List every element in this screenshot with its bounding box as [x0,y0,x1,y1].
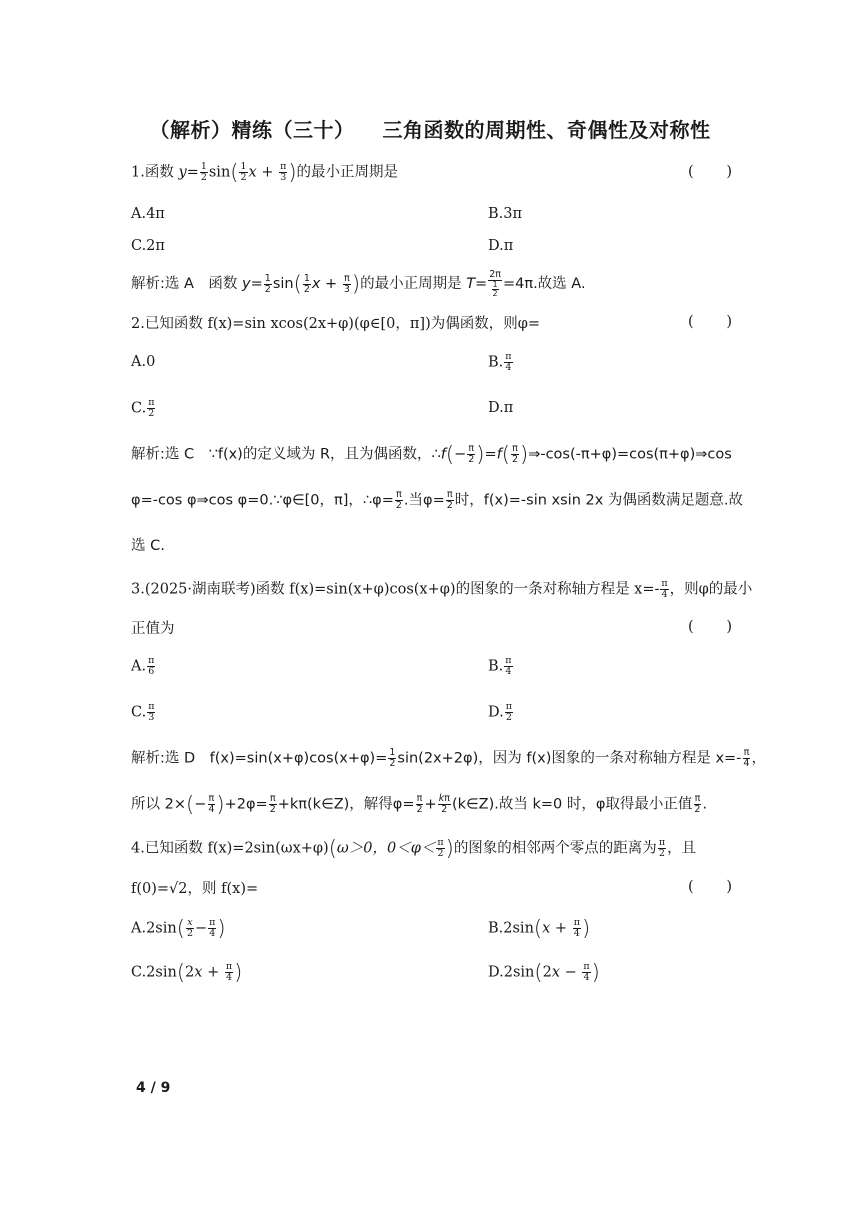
page-number: 4 / 9 [136,1080,171,1096]
q3-solution-line-2: 所以 2×(− $\frac{\pi}{4}$ )+2φ= $\frac{\pi}{2}$ +kπ(k∈Z)，解得φ= $\frac{\pi}{2}$ + $\frac{k\pi}{2}$ (k∈Z).故当 k=0 时，φ取得最小正值 $\frac{\pi}{2}$ . [131,792,708,817]
q1-solution: 解析:选 A 函数 y= $\frac{1}{2}$ sin( $\frac{1}{2}$ x + $\frac{\pi}{3}$ )的最小正周期是 T= $\frac{2\pi}{\frac{1}{2}}$ =4π.故选 A. [131,269,586,298]
q3-option-d: D. $\frac{\pi}{2}$ [488,701,512,723]
question-3-line-2: 正值为 [131,621,175,637]
q3-option-c: C. $\frac{\pi}{3}$ [131,701,155,723]
q1-tail: 的最小正周期是 [296,164,399,181]
q1-option-b: B.3π [488,206,523,222]
page-title [0,114,860,143]
q3-solution-line-1: 解析:选 D f(x)=sin(x+φ)cos(x+φ)= $\frac{1}{2}$ sin(2x+2φ)，因为 f(x)图象的一条对称轴方程是 x=- $\frac{\pi}{4}$ ， [131,747,766,769]
q2-option-d: D.π [488,400,514,416]
q1-option-d: D.π [488,238,514,254]
q3-option-b: B. $\frac{\pi}{4}$ [488,655,512,677]
q2-option-a: A.0 [131,354,156,370]
q1-answer-paren: ( ) [688,164,732,180]
q4-option-c: C.2sin(2x + $\frac{\pi}{4}$ ) [131,960,243,985]
q4-option-a: A.2sin( $\frac{x}{2}$ − $\frac{\pi}{4}$ ) [131,916,226,941]
q2-option-c: C. $\frac{\pi}{2}$ [131,397,155,419]
title-right: 三角函数的周期性、奇偶性及对称性 [382,118,711,142]
q4-answer-paren: ( ) [688,879,732,895]
q2-answer-paren: ( ) [688,314,732,330]
q3-option-a: A. $\frac{\pi}{6}$ [131,655,155,677]
q4-option-b: B.2sin(x + $\frac{\pi}{4}$ ) [488,916,591,941]
question-4-line-2: f(0)=√2，则 f(x)= [131,881,259,897]
question-1: 1.函数 y= $\frac{1}{2}$ sin( $\frac{1}{2}$ x + $\frac{\pi}{3}$ )的最小正周期是 [131,160,399,185]
q3-answer-paren: ( ) [688,619,732,635]
question-2: 2.已知函数 f(x)=sin xcos(2x+φ)(φ∈[0，π])为偶函数，则φ= [131,316,541,332]
q2-option-b: B. $\frac{\pi}{4}$ [488,351,512,373]
q1-number: 1.函数 [131,164,179,181]
q2-solution-line-2: φ=-cos φ⇒cos φ=0.∵φ∈[0，π]，∴φ= $\frac{\pi}{2}$ .当φ= $\frac{\pi}{2}$ 时，f(x)=-sin xsin 2x 为偶函数满足题意.故 [131,489,744,511]
q1-option-a: A.4π [131,206,165,222]
question-3-line-1: 3.(2025·湖南联考)函数 f(x)=sin(x+φ)cos(x+φ)的图象的一条对称轴方程是 x=- $\frac{\pi}{4}$ ，则φ的最小 [131,578,753,600]
question-4-line-1: 4.已知函数 f(x)=2sin(ωx+φ)(ω＞0，0＜φ＜ $\frac{\pi}{2}$ )的图象的相邻两个零点的距离为 $\frac{\pi}{2}$ ，且 [131,836,697,861]
q4-option-d: D.2sin(2x − $\frac{\pi}{4}$ ) [488,960,600,985]
q2-solution-line-1: 解析:选 C ∵f(x)的定义域为 R，且为偶函数，∴f(− $\frac{\pi}{2}$ )=f( $\frac{\pi}{2}$ )⇒-cos(-π+φ)=cos(π+φ)⇒cos [131,442,732,467]
q2-solution-line-3: 选 C. [131,538,165,554]
q1-option-c: C.2π [131,238,165,254]
title-left: （解析）精练（三十） [149,118,355,142]
